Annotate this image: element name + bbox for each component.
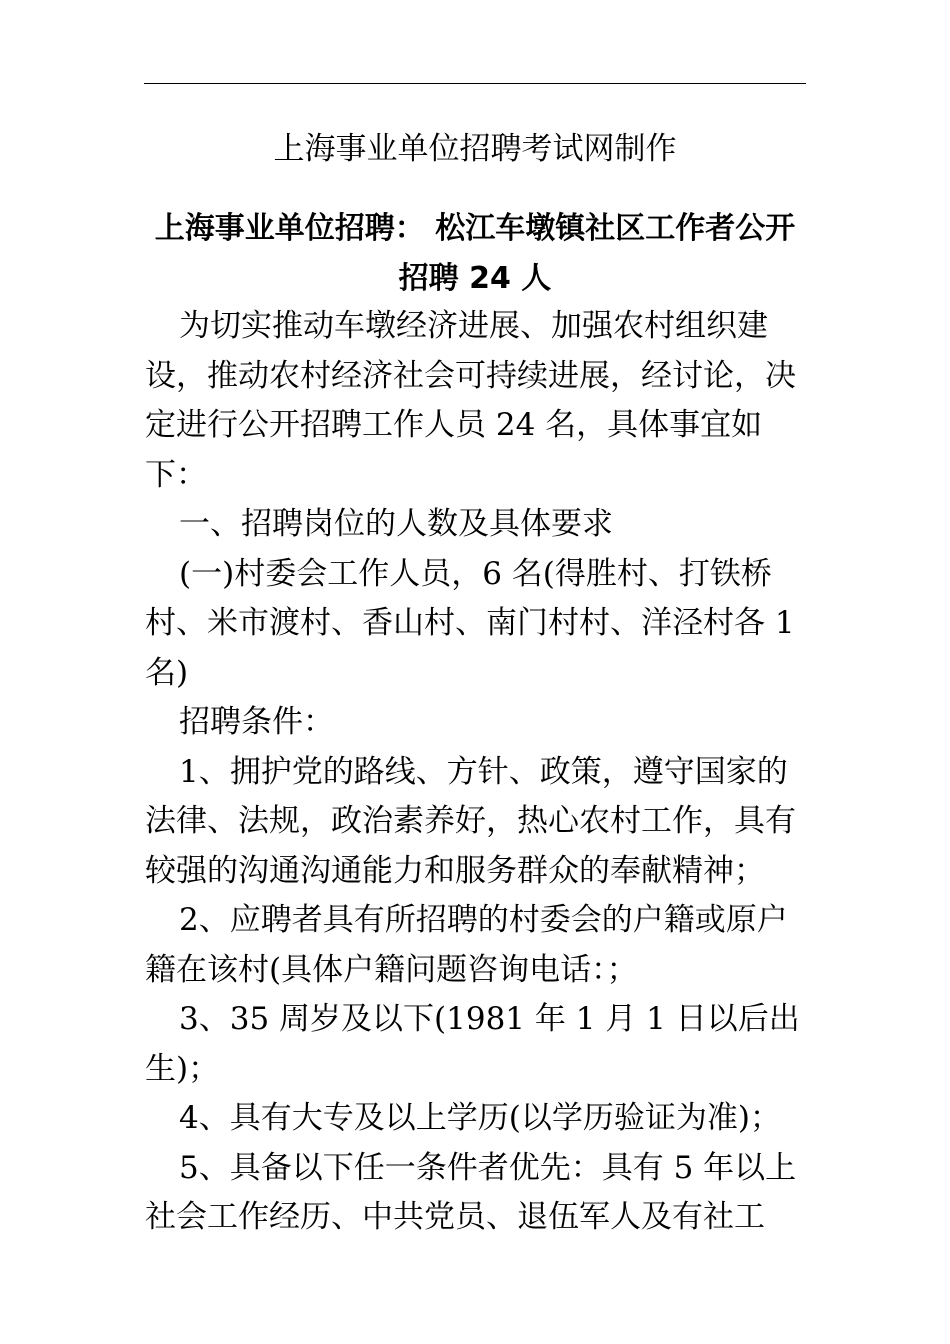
header-title: 上海事业单位招聘考试网制作 xyxy=(273,131,677,167)
paragraph-condition-1: 1、拥护党的路线、方针、政策，遵守国家的法律、法规，政治素养好，热心农村工作，具有较强的沟通沟通能力和服务群众的奉献精神； xyxy=(145,753,796,889)
paragraph-position-1: (一)村委会工作人员，6 名(得胜村、打铁桥村、米市渡村、香山村、南门村村、洋泾村各 1 名) xyxy=(145,555,795,691)
document-title: 上海事业单位招聘： 松江车墩镇社区工作者公开招聘 24 人 xyxy=(154,211,796,296)
paragraph-condition-5: 5、具备以下任一条件者优先：具有 5 年以上社会工作经历、中共党员、退伍军人及有社工 xyxy=(145,1149,797,1235)
paragraph-condition-2: 2、应聘者具有所招聘的村委会的户籍或原户籍在该村(具体户籍问题咨询电话：； xyxy=(145,902,788,988)
document-body xyxy=(145,302,817,1243)
paragraph-section-heading: 一、招聘岗位的人数及具体要求 xyxy=(179,506,613,542)
paragraph-condition-3: 3、35 周岁及以下(1981 年 1 月 1 日以后出生)； xyxy=(145,1001,800,1087)
paragraph-condition-4: 4、具有大专及以上学历(以学历验证为准)； xyxy=(179,1100,781,1136)
paragraph-intro: 为切实推动车墩经济进展、加强农村组织建设，推动农村经济社会可持续进展，经讨论，决定进行公开招聘工作人员 24 名，具体事宜如下： xyxy=(145,308,796,493)
header-rule xyxy=(144,83,806,84)
paragraph-conditions-heading: 招聘条件： xyxy=(179,704,334,740)
